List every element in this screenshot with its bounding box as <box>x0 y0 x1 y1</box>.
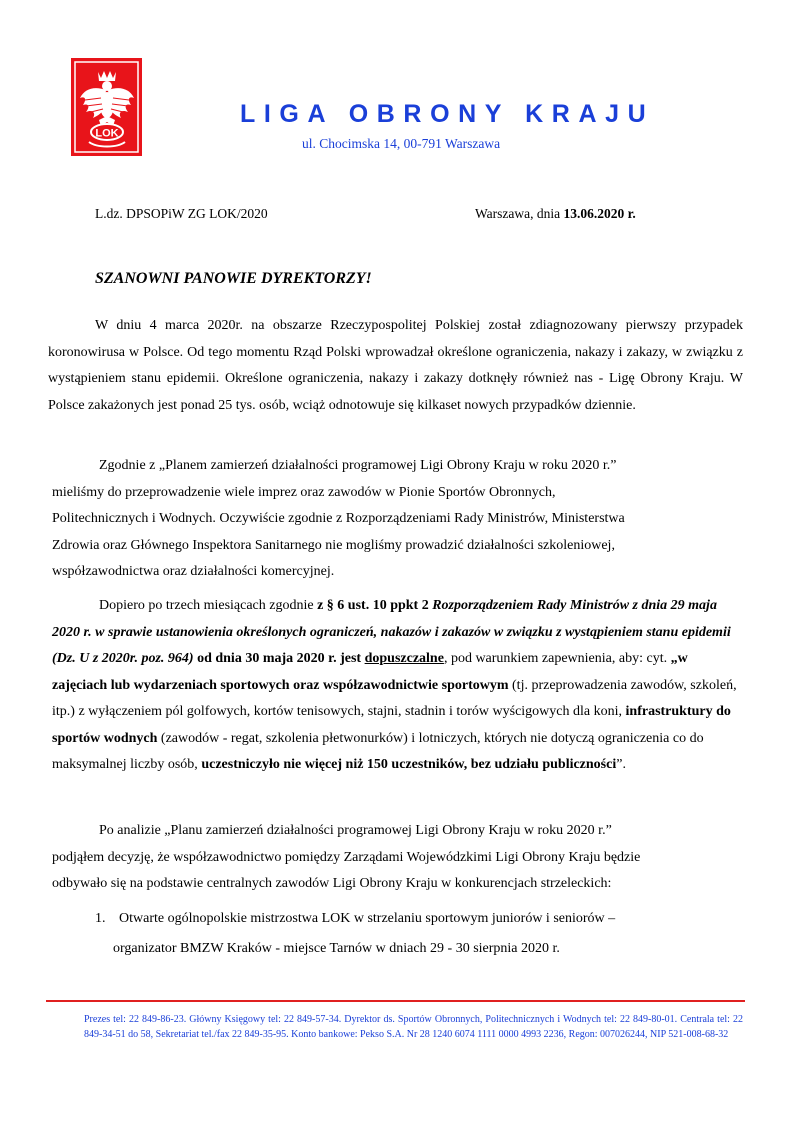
p3-s10: (tj. przeprowadzenia zawodów, szkoleń, itp.) z wyłączeniem pól golfowych, kortów tenisowych, stajni, stadnin i torów wyścigowych dla koni, <box>52 677 737 719</box>
p3-s6: jest <box>340 651 365 666</box>
list-item <box>95 904 735 964</box>
footer-divider <box>46 1000 745 1002</box>
p3-s3: Rozporządzeniem Rady Ministrów <box>432 598 630 613</box>
reference-number: L.dz. DPSOPiW ZG LOK/2020 <box>95 206 268 221</box>
p3-s8: , pod warunkiem zapewnienia, aby: cyt. <box>443 651 671 666</box>
p3-s13: uczestniczyło nie więcej niż 150 uczestników, bez udziału publiczności <box>201 757 617 772</box>
p3-s5: od dnia 30 maja 2020 r. <box>193 651 341 666</box>
p4-line-3: odbywało się na podstawie centralnych zawodów Ligi Obrony Kraju w konkurencjach strzeleckich: <box>52 876 612 891</box>
paragraph-1 <box>48 313 743 419</box>
organization-address: ul. Chocimska 14, 00-791 Warszawa <box>302 136 501 151</box>
p4-line-1: Po analizie „Planu zamierzeń działalności programowej Ligi Obrony Kraju w roku 2020 r.” <box>99 823 612 838</box>
lok-logo <box>71 58 142 156</box>
p3-s2: z § 6 ust. 10 ppkt 2 <box>317 598 433 613</box>
p4-line-2: podjąłem decyzję, że współzawodnictwo pomiędzy Zarządami Wojewódzkimi Ligi Obrony Kraju będzie <box>52 849 641 865</box>
organization-name: LIGA OBRONY KRAJU <box>240 100 655 128</box>
p3-s11: infrastruktury do sportów wodnych <box>52 704 731 746</box>
p2-line-5: współzawodnictwa oraz działalności komercyjnej. <box>52 564 335 579</box>
letter-date <box>475 206 636 222</box>
date-prefix: Warszawa, dnia <box>475 206 564 221</box>
p3-s9: „w zajęciach lub wydarzeniach sportowych oraz współzawodnictwie sportowym <box>52 651 688 693</box>
paragraph-3 <box>52 593 742 779</box>
p2-line-4: Zdrowia oraz Głównego Inspektora Sanitarnego nie mogliśmy prowadzić działalności szkoleniowej, <box>52 537 615 553</box>
p3-s14: ”. <box>616 757 626 772</box>
list-item-line-1: Otwarte ogólnopolskie mistrzostwa LOK w strzelaniu sportowym juniorów i seniorów – <box>119 911 616 926</box>
p2-line-3: Politechnicznych i Wodnych. Oczywiście zgodnie z Rozporządzeniami Rady Ministrów, Ministerstwa <box>52 511 625 526</box>
p3-s7: dopuszczalne <box>364 651 444 666</box>
p2-line-2: mieliśmy do przeprowadzenie wiele imprez oraz zawodów w Pionie Sportów Obronnych, <box>52 484 556 500</box>
p3-s1: Dopiero po trzech miesiącach zgodnie <box>99 598 318 613</box>
footer-contact-info: Prezes tel: 22 849-86-23. Główny Księgowy tel: 22 849-57-34. Dyrektor ds. Sportów Obronnych, Politechnicznych i Wodnych tel: 22 849-80-01. Centrala tel: 22 849-34-51 do 58, Sekretariat tel./fax 22 849-35-95. Konto bankowe: Pekso S.A. Nr 28 1240 6074 1111 0000 4993 2236, Regon: 007026244, NIP 521-008-68-32 <box>84 1014 743 1040</box>
paragraph-1-text: W dniu 4 marca 2020r. na obszarze Rzeczypospolitej Polskiej został zdiagnozowany pierwszy przypadek koronowirusa w Polsce. Od tego momentu Rząd Polski wprowadzał określone ograniczenia, nakazy i zakazy, w związku z wystąpieniem stanu epidemii. Określone ograniczenia, nakazy i zakazy dotknęły również nas - Ligę Obrony Kraju. W Polsce zakażonych jest ponad 25 tys. osób, wciąż odnotowuje się kilkaset nowych przypadków dziennie. <box>48 318 743 413</box>
paragraph-4 <box>52 818 742 898</box>
paragraph-2 <box>52 453 742 586</box>
p3-s4: z dnia 29 maja 2020 r. w sprawie ustanowienia określonych ograniczeń, nakazów i zakazów w związku z wystąpieniem stanu epidemii (Dz. U z 2020r. poz. 964) <box>52 598 731 666</box>
p2-line-1: Zgodnie z „Planem zamierzeń działalności programowej Ligi Obrony Kraju w roku 2020 r.” <box>99 458 617 473</box>
date-value: 13.06.2020 r. <box>563 206 636 221</box>
list-item-line-2: organizator BMZW Kraków - miejsce Tarnów w dniach 29 - 30 sierpnia 2020 r. <box>113 941 560 956</box>
list-item-number: 1. <box>95 911 106 926</box>
logo-text: LOK <box>95 127 119 140</box>
p3-s12: (zawodów - regat, szkolenia płetwonurków) i lotniczych, których nie dotyczą ograniczenia co do maksymalnej liczby osób, <box>52 730 704 772</box>
salutation: SZANOWNI PANOWIE DYREKTORZY! <box>95 270 372 287</box>
